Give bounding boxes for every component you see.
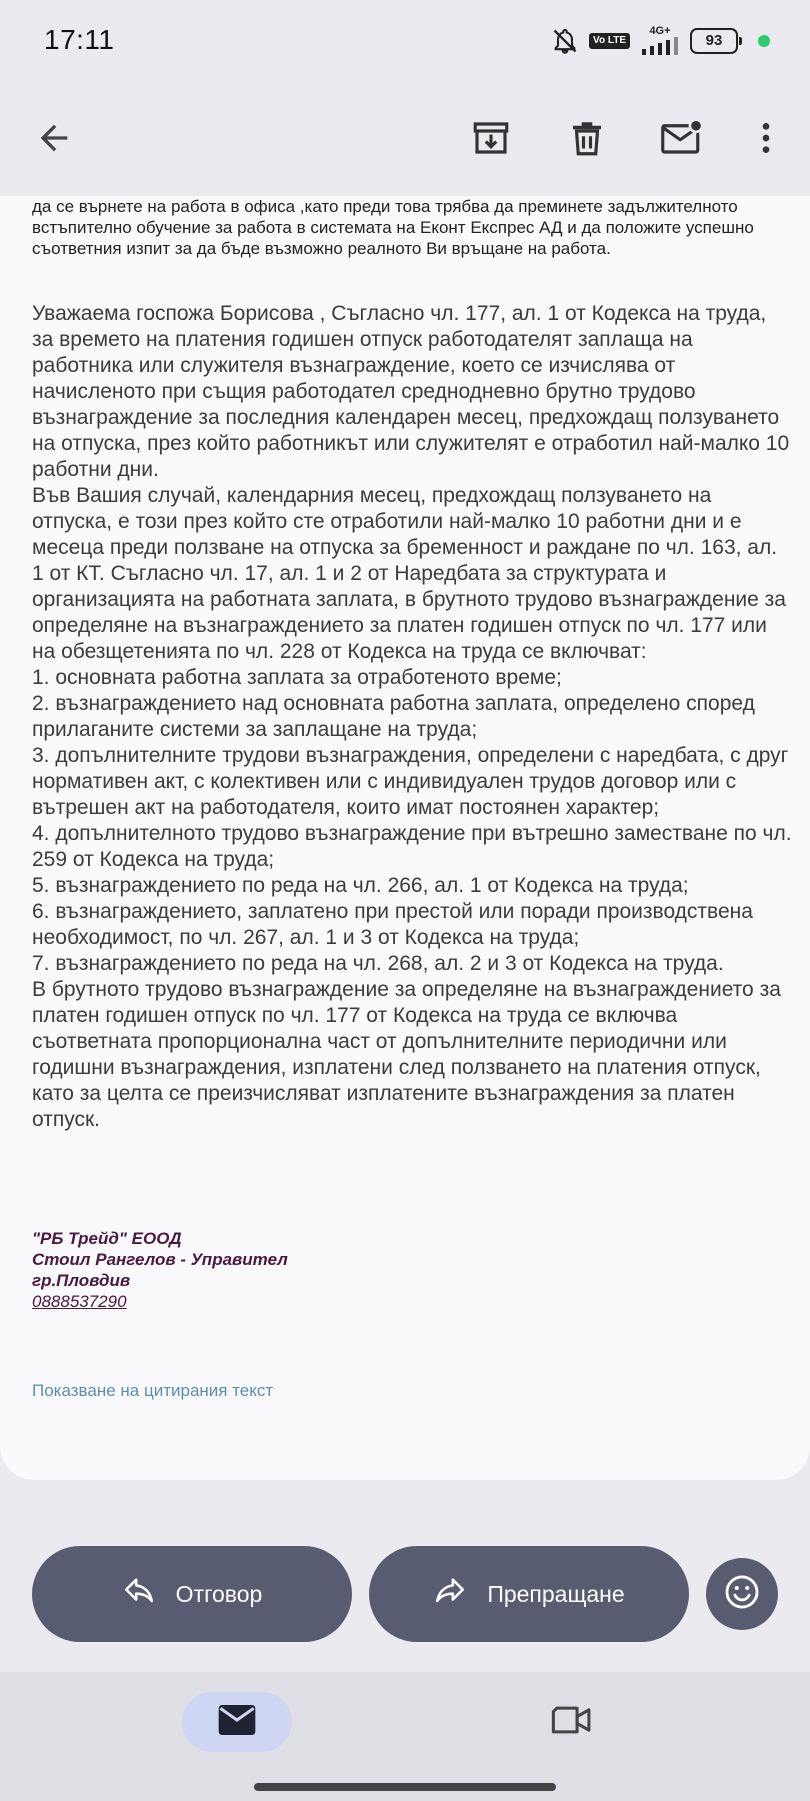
list-item: 4. допълнителното трудово възнаграждение при вътрешно заместване по чл. 259 от Кодекса на труда; [32, 822, 792, 871]
list-item: 6. възнаграждението, заплатено при престой или поради производствена необходимост, по чл. 267, ал. 1 и 3 от Кодекса на труда; [32, 900, 753, 949]
email-toolbar [0, 80, 810, 196]
reply-icon [122, 1574, 156, 1614]
bell-muted-icon [551, 27, 579, 55]
email-signature [32, 1228, 288, 1312]
emoji-icon [723, 1573, 761, 1616]
list-item: 7. възнаграждението по реда на чл. 268, ал. 2 и 3 от Кодекса на труда. [32, 952, 724, 975]
email-intro-text: да се върнете на работа в офиса ,като преди това трябва да преминете задължителното встъпително обучение за работа в системата на Еконт Експрес АД и да положите успешно съответния изпит за да бъде възможно реалното Ви връщане на работа. [32, 197, 754, 258]
paragraph: Във Вашия случай, календарния месец, предхождащ ползуването на отпуска, е този през който сте отработили най-малко 10 работни дни и е месеца преди ползване на отпуска за бременност и раждане по чл. 163, ал. 1 от КТ. Съгласно чл. 17, ал. 1 и 2 от Наредбата за структурата и организацията на работната заплата, в брутното трудово възнаграждение за определяне на възнаграждението за платен годишен отпуск по чл. 177 или на обезщетенията по чл. 228 от Кодекса на труда се включват: [32, 484, 786, 663]
video-camera-icon [550, 1702, 594, 1743]
mail-icon [217, 1703, 257, 1742]
signal-icon [640, 26, 680, 55]
bottom-navigation [0, 1672, 810, 1801]
forward-button[interactable] [369, 1546, 689, 1642]
signature-person: Стоил Рангелов - Управител [32, 1250, 288, 1269]
network-type-label: 4G+ [649, 25, 671, 37]
back-arrow-icon[interactable] [24, 108, 84, 168]
email-body [0, 196, 810, 1480]
more-vert-icon[interactable] [736, 108, 796, 168]
forward-icon [433, 1574, 467, 1614]
show-quoted-text-link[interactable]: Показване на цитирания текст [32, 1381, 274, 1400]
emoji-reaction-button[interactable] [706, 1558, 778, 1630]
status-icons [551, 26, 770, 55]
paragraph: В брутното трудово възнаграждение за определяне на възнаграждението за платен годишен отпуск по чл. 177 от Кодекса на труда се включва съответната пропорционална част от допълнителните периодични или годишни възнаграждения, изплатени след ползването на платения отпуск, като за целта се преизчисляват изплатените възнаграждения за платен отпуск. [32, 978, 781, 1131]
archive-icon[interactable] [461, 108, 521, 168]
forward-label: Препращане [487, 1580, 625, 1607]
reply-label: Отговор [175, 1580, 263, 1607]
battery-level: 93 [690, 28, 738, 54]
list-item: 1. основната работна заплата за отработеното време; [32, 666, 562, 689]
paragraph: Уважаема госпожа Борисова , Съгласно чл. 177, ал. 1 от Кодекса на труда, за времето на платения годишен отпуск работодателят заплаща на работника или служителя възнаграждение, което се изчислява от начисленото при същия работодател среднодневно брутно трудово възнаграждение за последния календарен месец, предхождащ ползуването на отпуска, през който работникът или служителят е отработил най-малко 10 работни дни. [32, 302, 790, 481]
battery-icon [690, 28, 742, 54]
signature-company: "РБ Трейд" ЕООД [32, 1229, 182, 1248]
privacy-indicator-dot [758, 35, 770, 47]
list-item: 5. възнаграждението по реда на чл. 266, ал. 1 от Кодекса на труда; [32, 874, 689, 897]
mark-unread-icon[interactable] [652, 108, 712, 168]
email-actions [0, 1480, 810, 1672]
volte-icon: Vo LTE [589, 33, 630, 49]
email-main-text [32, 301, 792, 1133]
signature-phone-link[interactable]: 0888537290 [32, 1292, 127, 1311]
status-time: 17:11 [44, 24, 115, 55]
list-item: 3. допълнителните трудови възнаграждения, определени с наредбата, с друг нормативен акт, с колективен или с индивидуален трудов договор или с вътрешен акт на работодателя, които имат постоянен характер; [32, 744, 789, 819]
home-indicator[interactable] [254, 1783, 556, 1791]
reply-button[interactable] [32, 1546, 352, 1642]
nav-meet-tab[interactable] [542, 1692, 602, 1752]
nav-mail-tab[interactable] [182, 1692, 292, 1752]
trash-icon[interactable] [557, 108, 617, 168]
status-bar [0, 0, 810, 80]
signature-city: гр.Пловдив [32, 1271, 131, 1290]
list-item: 2. възнаграждението над основната работна заплата, определено според прилаганите системи за заплащане на труда; [32, 692, 755, 741]
